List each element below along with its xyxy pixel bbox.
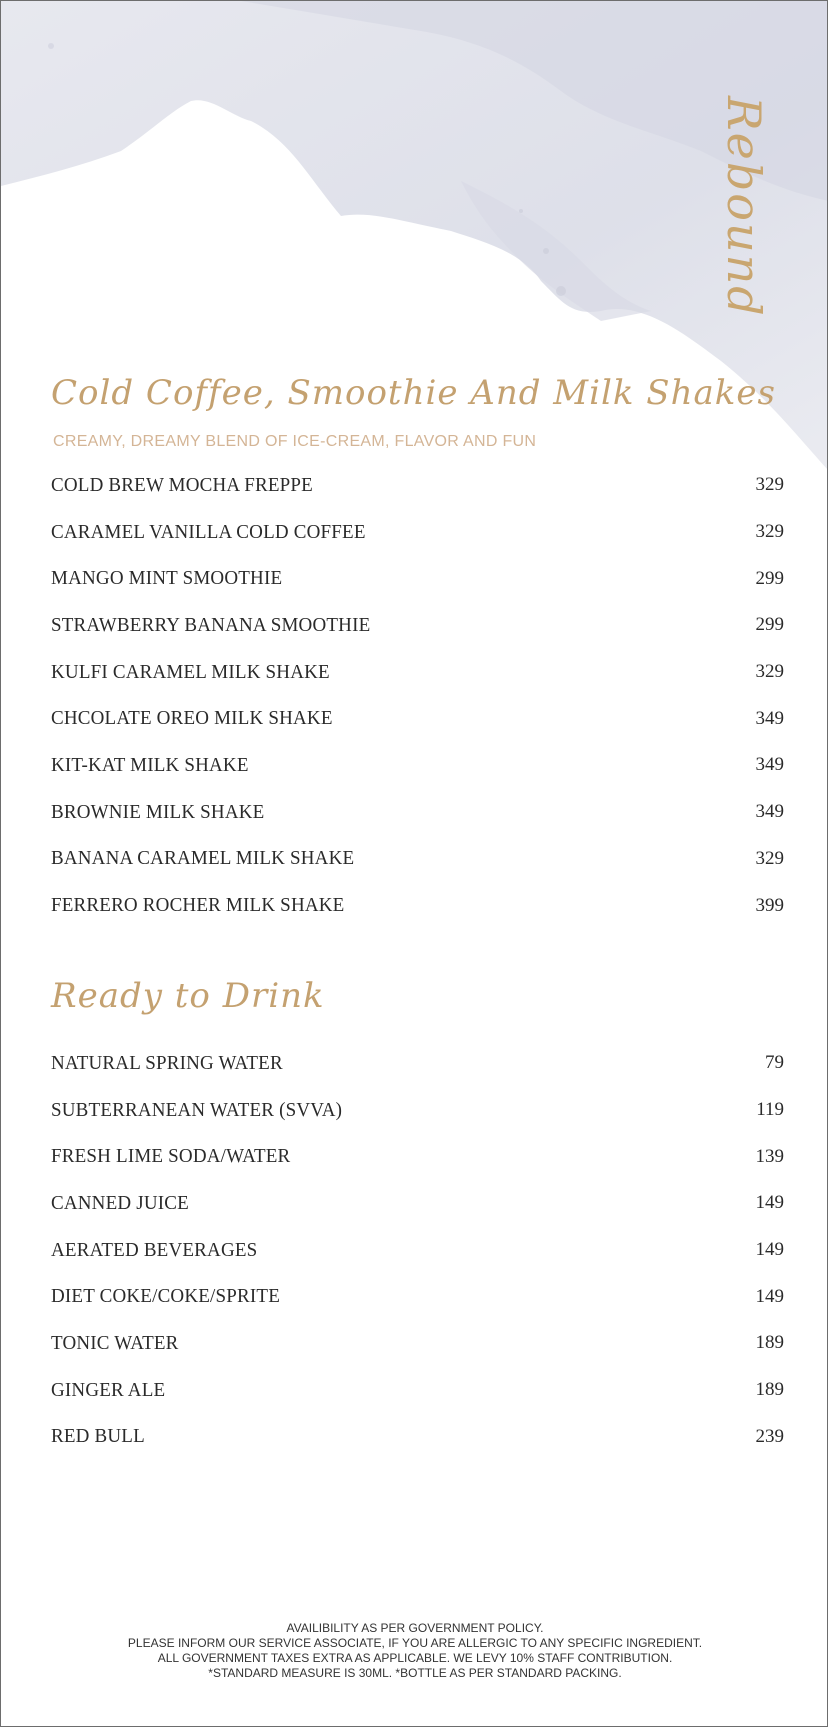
- menu-item: [51, 742, 784, 789]
- item-price: 149: [755, 1239, 784, 1261]
- item-name: AERATED BEVERAGES: [51, 1238, 258, 1261]
- item-price: 349: [755, 707, 784, 729]
- item-price: 329: [755, 474, 784, 496]
- item-name: KULFI CARAMEL MILK SHAKE: [51, 660, 330, 683]
- item-name: CARAMEL VANILLA COLD COFFEE: [51, 520, 366, 543]
- item-price: 149: [755, 1192, 784, 1214]
- section-title-cold-coffee: Cold Coffee, Smoothie And Milk Shakes: [51, 373, 776, 413]
- menu-item: [51, 1320, 784, 1367]
- item-price: 149: [755, 1285, 784, 1307]
- item-price: 299: [755, 567, 784, 589]
- item-name: FRESH LIME SODA/WATER: [51, 1145, 291, 1168]
- item-name: KIT-KAT MILK SHAKE: [51, 753, 249, 776]
- item-name: GINGER ALE: [51, 1378, 166, 1401]
- section-title-ready-to-drink: Ready to Drink: [51, 976, 325, 1016]
- menu-item: [51, 1367, 784, 1414]
- item-name: FERRERO ROCHER MILK SHAKE: [51, 894, 345, 917]
- menu-item: [51, 1273, 784, 1320]
- item-price: 189: [755, 1332, 784, 1354]
- menu-item: [51, 555, 784, 602]
- item-name: NATURAL SPRING WATER: [51, 1051, 283, 1074]
- menu-item: [51, 1133, 784, 1180]
- item-price: 329: [755, 847, 784, 869]
- item-price: 349: [755, 754, 784, 776]
- footer-line: *STANDARD MEASURE IS 30ML. *BOTTLE AS PER STANDARD PACKING.: [208, 1666, 622, 1680]
- item-name: TONIC WATER: [51, 1331, 179, 1354]
- item-price: 239: [755, 1425, 784, 1447]
- item-price: 399: [755, 894, 784, 916]
- menu-item: [51, 1414, 784, 1461]
- menu-list-cold-coffee: [51, 462, 784, 929]
- item-price: 299: [755, 614, 784, 636]
- item-name: BANANA CARAMEL MILK SHAKE: [51, 847, 355, 870]
- menu-item: [51, 1180, 784, 1227]
- item-name: BROWNIE MILK SHAKE: [51, 800, 265, 823]
- menu-item: [51, 1087, 784, 1134]
- item-price: 139: [755, 1145, 784, 1167]
- footer-line: PLEASE INFORM OUR SERVICE ASSOCIATE, IF YOU ARE ALLERGIC TO ANY SPECIFIC INGREDIENT.: [127, 1636, 703, 1650]
- menu-item: [51, 602, 784, 649]
- menu-item: [51, 882, 784, 929]
- menu-item: [51, 1227, 784, 1274]
- menu-item: [51, 509, 784, 556]
- item-name: RED BULL: [51, 1425, 145, 1448]
- menu-item: [51, 649, 784, 696]
- item-name: DIET COKE/COKE/SPRITE: [51, 1285, 281, 1308]
- menu-item: [51, 836, 784, 883]
- item-price: 329: [755, 521, 784, 543]
- item-name: CHCOLATE OREO MILK SHAKE: [51, 707, 333, 730]
- item-name: STRAWBERRY BANANA SMOOTHIE: [51, 613, 371, 636]
- item-name: SUBTERRANEAN WATER (SVVA): [51, 1098, 343, 1121]
- menu-item: [51, 789, 784, 836]
- menu-item: [51, 462, 784, 509]
- menu-list-ready-to-drink: [51, 1040, 784, 1460]
- section-subtitle: CREAMY, DREAMY BLEND OF ICE-CREAM, FLAVOR AND FUN: [53, 433, 537, 450]
- item-name: COLD BREW MOCHA FREPPE: [51, 473, 313, 496]
- item-name: CANNED JUICE: [51, 1191, 189, 1214]
- footer-line: AVAILIBILITY AS PER GOVERNMENT POLICY.: [286, 1621, 544, 1635]
- item-price: 349: [755, 801, 784, 823]
- item-price: 119: [756, 1099, 784, 1121]
- menu-item: [51, 695, 784, 742]
- item-price: 189: [755, 1379, 784, 1401]
- item-name: MANGO MINT SMOOTHIE: [51, 567, 283, 590]
- menu-item: [51, 1040, 784, 1087]
- footer-disclaimer: [1, 1621, 828, 1681]
- item-price: 329: [755, 661, 784, 683]
- brand-logo: Rebound: [717, 96, 771, 318]
- item-price: 79: [765, 1052, 784, 1074]
- footer-line: ALL GOVERNMENT TAXES EXTRA AS APPLICABLE. WE LEVY 10% STAFF CONTRIBUTION.: [157, 1651, 673, 1665]
